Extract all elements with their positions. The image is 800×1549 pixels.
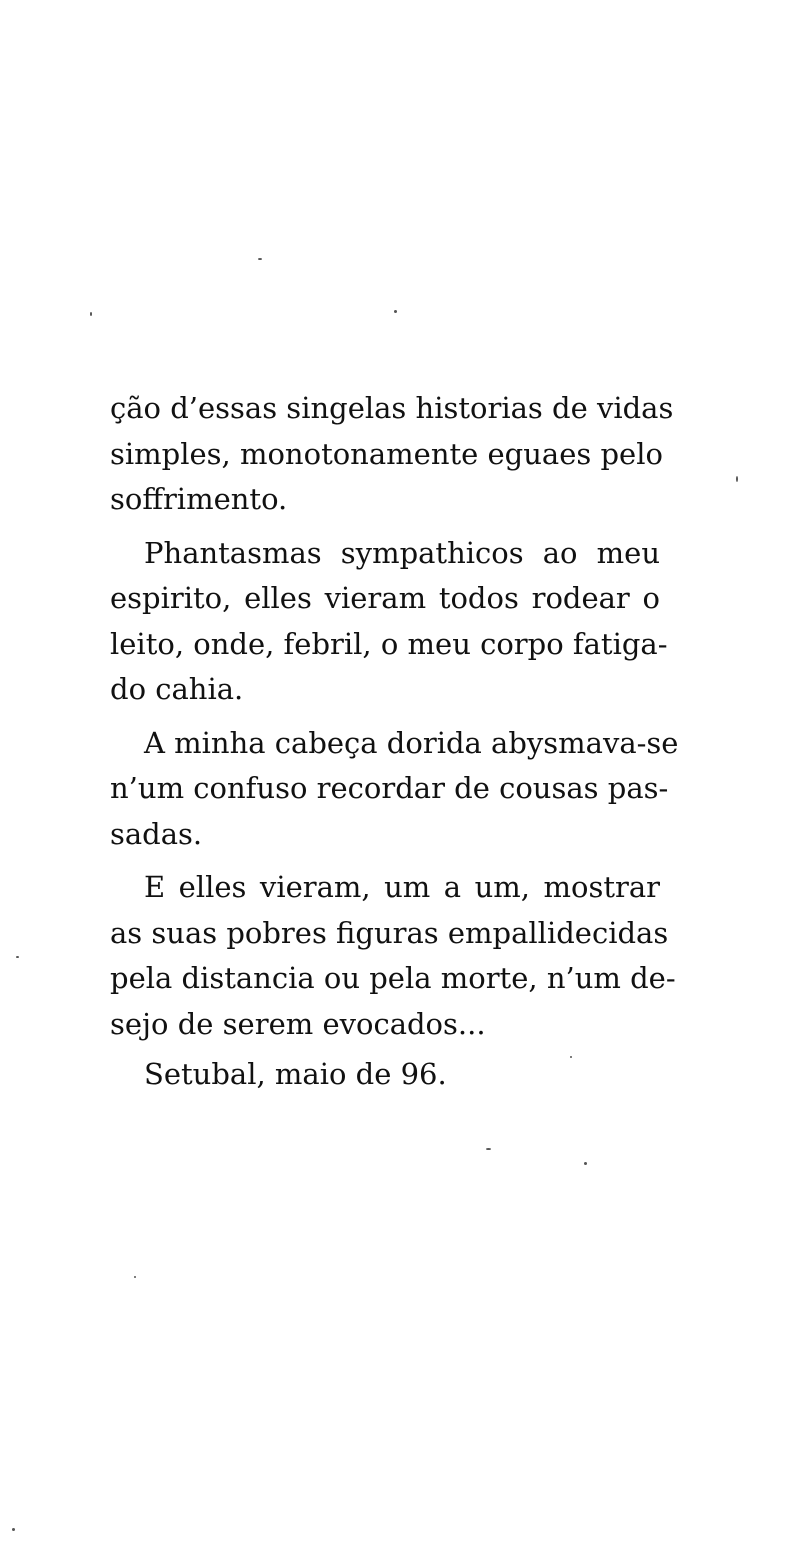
scan-speck xyxy=(486,1148,491,1150)
text-line: leito, onde, febril, o meu corpo fatiga- xyxy=(110,626,668,661)
text-line: ção d’essas singelas historias de vidas xyxy=(110,391,674,425)
text-line: E elles vieram, um a um, mostrar xyxy=(144,870,660,904)
scan-speck xyxy=(90,312,92,316)
text-line: sadas. xyxy=(110,816,203,851)
text-line: simples, monotonamente eguaes pelo xyxy=(110,436,663,471)
scan-speck xyxy=(736,476,738,482)
scan-speck xyxy=(16,956,19,958)
text-line: pela distancia ou pela morte, n’um de- xyxy=(110,961,676,995)
text-line: as suas pobres figuras empallidecidas xyxy=(110,915,669,950)
text-line: soffrimento. xyxy=(110,482,288,516)
text-line: A minha cabeça dorida abysmava-se xyxy=(144,725,679,760)
scan-speck xyxy=(258,258,262,260)
text-line: n’um confuso recordar de cousas pas- xyxy=(110,771,669,805)
scan-speck xyxy=(134,1276,136,1278)
scan-speck xyxy=(584,1162,587,1165)
text-line: sejo de serem evocados... xyxy=(110,1006,486,1041)
scan-speck xyxy=(12,1528,15,1531)
body-text xyxy=(110,386,679,1047)
scan-speck xyxy=(394,310,397,313)
text-line: Phantasmas sympathicos ao meu xyxy=(144,535,660,570)
scan-speck xyxy=(570,1056,572,1058)
text-line: do cahia. xyxy=(110,672,244,706)
place-date-signature: Setubal, maio de 96. xyxy=(144,1057,447,1091)
text-line: espirito, elles vieram todos rodear o xyxy=(110,581,660,615)
